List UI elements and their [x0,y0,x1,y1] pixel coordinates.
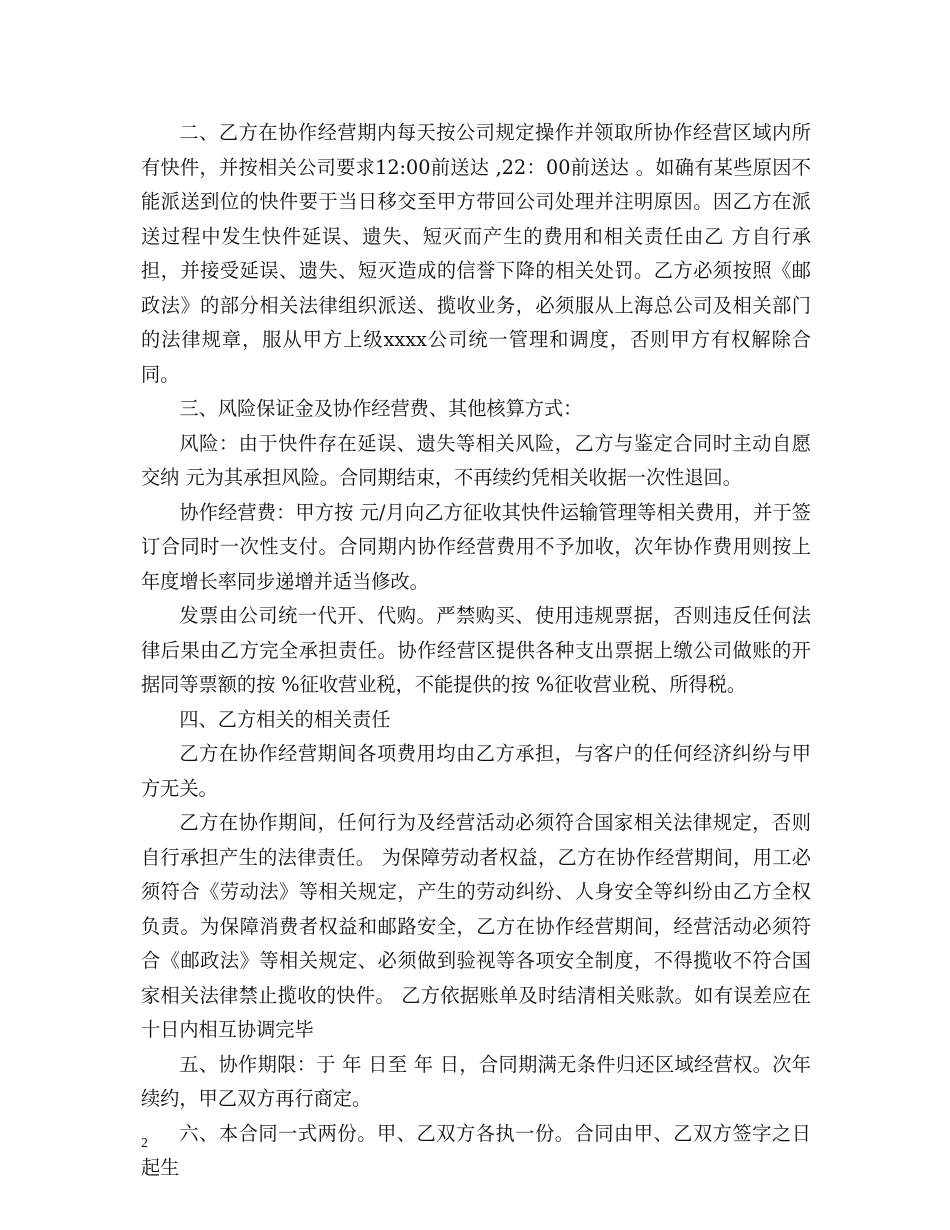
page-number: 2 [141,1136,148,1151]
paragraph-delivery-obligations: 二、乙方在协作经营期内每天按公司规定操作并领取所协作经营区域内所有快件，并按相关公司要求12:00前送达 ,22：00前送达 。如确有某些原因不能派送到位的快件要于当日移交至甲方带回公司处理并注明原因。因乙方在派送过程中发生快件延误、遗失、短灭而产生的费用和相关责任由乙 方自行承担，并接受延误、遗失、短灭造成的信誉下降的相关处罚。乙方必须按照《邮政法》的部分相关法律组织派送、揽收业务，必须服从上海总公司及相关部门 的法律规章，服从甲方上级xxxx公司统一管理和调度，否则甲方有权解除合同。 [141,121,811,386]
paragraph-operating-fee: 协作经营费：甲方按 元/月向乙方征收其快件运输管理等相关费用，并于签订合同时一次性支付。合同期内协作经营费用不予加收，次年协作费用则按上年度增长率同步递增并适当修改。 [141,500,811,593]
paragraph-risk: 风险：由于快件存在延误、遗失等相关风险，乙方与鉴定合同时主动自愿交纳 元为其承担风险。合同期结束，不再续约凭相关收据一次性退回。 [141,431,811,489]
document-body [141,116,811,1186]
paragraph-legal-compliance: 乙方在协作期间，任何行为及经营活动必须符合国家相关法律规定，否则自行承担产生的法律责任。 为保障劳动者权益，乙方在协作经营期间，用工必须符合《劳动法》等相关规定，产生的劳动纠纷、人身安全等纠纷由乙方全权负责。为保障消费者权益和邮路安全，乙方在协作经营期间，经营活动必须符合《邮政法》等相关规定、必须做到验视等各项安全制度，不得揽收不符合国家相关法律禁止揽收的快件。 乙方依据账单及时结清相关账款。如有误差应在十日内相互协调完毕 [141,811,811,1041]
paragraph-invoice: 发票由公司统一代开、代购。严禁购买、使用违规票据，否则违反任何法律后果由乙方完全承担责任。协作经营区提供各种支出票据上缴公司做账的开据同等票额的按 %征收营业税，不能提供的按 %征收营业税、所得税。 [141,604,811,696]
heading-party-b-responsibilities: 四、乙方相关的相关责任 [179,707,391,731]
paragraph-term: 五、协作期限：于 年 日至 年 日，合同期满无条件归还区域经营权。次年续约，甲乙双方再行商定。 [141,1052,811,1110]
paragraph-expenses: 乙方在协作经营期间各项费用均由乙方承担，与客户的任何经济纠纷与甲方无关。 [141,742,811,800]
heading-risk-deposit: 三、风险保证金及协作经营费、其他核算方式： [179,397,583,420]
paragraph-copies: 六、本合同一式两份。甲、乙双方各执一份。合同由甲、乙双方签字之日起生 [141,1121,811,1179]
